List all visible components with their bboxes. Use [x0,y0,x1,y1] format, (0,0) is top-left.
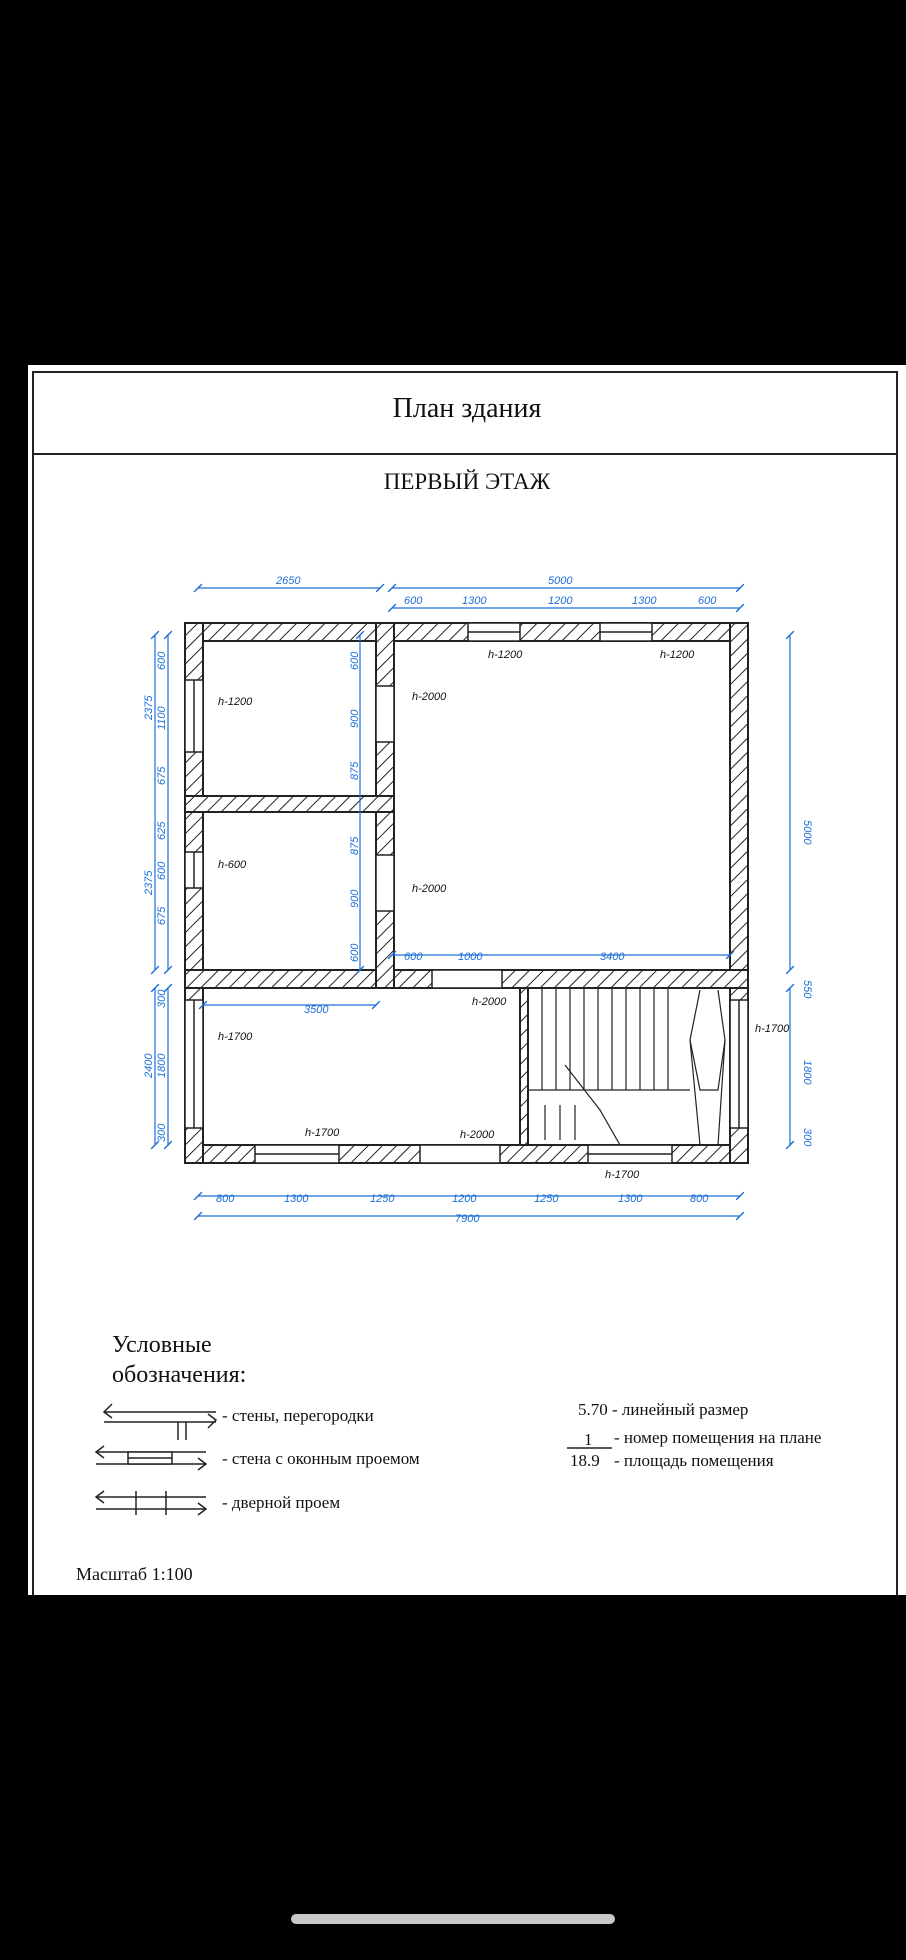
dim-left-middle-1: 625 [156,821,168,840]
height-marks [218,649,790,1181]
mark-h1700-bottom-right: h-1700 [605,1169,640,1181]
wall-stair-vertical [520,988,528,1145]
dim-bottom-seg-2: 1300 [284,1193,309,1205]
legend-door-label: - дверной проем [222,1493,341,1512]
dim-top-seg-3: 1200 [548,595,573,607]
dim-partition-1: 600 [349,651,361,670]
staircase [528,988,730,1145]
dim-left-middle: 2375 [143,870,155,895]
mark-h1200-top-2: h-1200 [660,649,695,661]
scale-note: Масштаб 1:100 [76,1564,193,1584]
mark-h1700-right: h-1700 [755,1023,790,1035]
mark-h600: h-600 [218,859,247,871]
legend-room-number: 1 [584,1430,593,1449]
dim-top-seg-2: 1300 [462,595,487,607]
legend-wall-icon [104,1404,216,1440]
dim-left-lower-1: 300 [156,989,168,1008]
dim-left-lower: 2400 [143,1053,155,1078]
dim-bottom-overall: 7900 [455,1213,480,1225]
dim-left-upper-1: 600 [156,651,168,670]
page-title: План здания [392,393,542,424]
dim-partition-4: 875 [349,836,361,855]
dim-partition-2: 900 [349,709,361,728]
mark-h1200-top-1: h-1200 [488,649,523,661]
legend-door-icon [96,1491,206,1515]
dim-bottom-seg-4: 1200 [452,1193,477,1205]
dimension-lines [155,588,790,1216]
dim-top-seg-1: 600 [404,595,423,607]
dim-mid-1: 600 [404,951,423,963]
legend-linear-size: 5.70 - линейный размер [578,1400,749,1419]
dim-corridor: 3500 [304,1004,329,1016]
dim-mid-3: 3400 [600,951,625,963]
legend-room-number-desc: - номер помещения на плане [614,1428,822,1447]
dim-right-window: 1800 [801,1060,813,1085]
dim-partition-5: 900 [349,889,361,908]
mark-h2000-lower: h-2000 [412,883,447,895]
dim-mid-2: 1000 [458,951,483,963]
dim-left-upper-2: 1100 [156,706,168,730]
dim-top-seg-5: 600 [698,595,717,607]
dim-partition-6: 600 [349,943,361,962]
legend-room-area-desc: - площадь помещения [614,1451,774,1470]
dim-bottom-seg-7: 800 [690,1193,709,1205]
dim-left-upper: 2375 [143,695,155,720]
dim-left-middle-3: 675 [156,906,168,925]
wall-room-divider [185,796,394,812]
dimension-values [143,575,813,1225]
dim-partition-3: 875 [349,761,361,780]
dim-bottom-seg-3: 1250 [370,1193,395,1205]
window-openings [185,623,748,1163]
dim-left-lower-2: 1800 [156,1053,168,1078]
mark-h1700-left: h-1700 [218,1031,253,1043]
home-indicator[interactable] [291,1914,615,1924]
legend-title-1: Условные [112,1332,212,1358]
floor-title: ПЕРВЫЙ ЭТАЖ [383,469,551,494]
dim-right-main: 5000 [801,820,813,845]
dim-top-left: 2650 [276,575,301,587]
mark-h2000-corridor: h-2000 [472,996,507,1008]
legend-title-2: обозначения: [112,1362,247,1388]
mark-h2000-bottom: h-2000 [460,1129,495,1141]
dim-top-overall: 5000 [548,575,573,587]
dim-bottom-seg-6: 1300 [618,1193,643,1205]
dim-right-bottom: 300 [801,1128,813,1147]
mark-h1700-bottom-left: h-1700 [305,1127,340,1139]
wall-top [185,623,748,641]
legend-window-icon [96,1446,206,1470]
mark-h1200-left: h-1200 [218,696,253,708]
dim-left-middle-2: 600 [156,861,168,880]
legend-room-area: 18.9 [570,1451,600,1470]
dim-bottom-seg-1: 800 [216,1193,235,1205]
dim-left-upper-3: 675 [156,766,168,785]
legend-wall-label: - стены, перегородки [222,1406,374,1425]
dim-left-lower-3: 300 [156,1123,168,1142]
walls [185,623,748,1163]
dim-top-seg-4: 1300 [632,595,657,607]
mark-h2000-upper: h-2000 [412,691,447,703]
dim-right-top: 550 [801,980,813,999]
dim-bottom-seg-5: 1250 [534,1193,559,1205]
legend-window-label: - стена с оконным проемом [222,1449,420,1468]
